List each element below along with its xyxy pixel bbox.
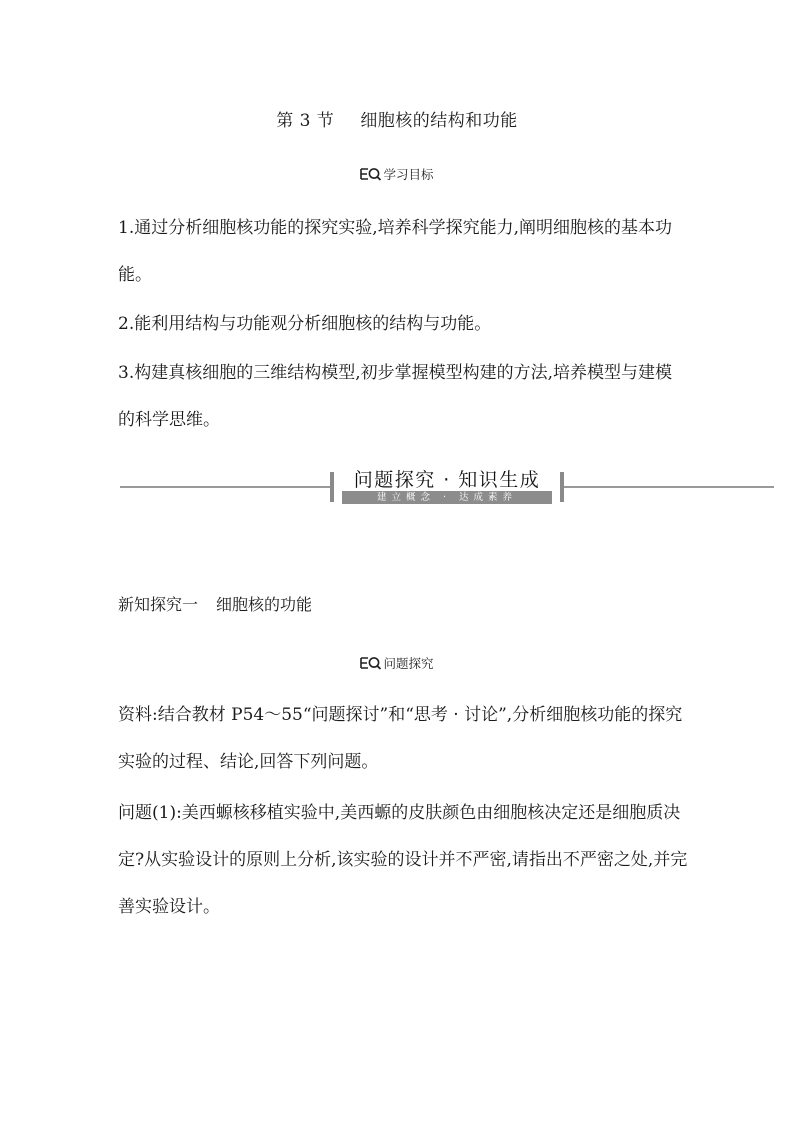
section-title: 细胞核的结构和功能 <box>360 111 518 131</box>
section-banner <box>120 470 774 506</box>
banner-rule-right <box>564 486 774 488</box>
page-title <box>0 106 794 131</box>
objective-item-3: 3.构建真核细胞的三维结构模型,初步掌握模型构建的方法,培养模型与建模的科学思维。 <box>118 363 673 430</box>
section-number: 第 3 节 <box>276 111 335 131</box>
section-heading <box>118 592 312 615</box>
magnifier-book-icon <box>360 167 382 181</box>
banner-title: 问题探究 · 知识生成 <box>353 469 541 491</box>
objectives-heading <box>0 165 794 183</box>
objective-item-1: 1.通过分析细胞核功能的探究实验,培养科学探究能力,阐明细胞核的基本功能。 <box>118 218 673 285</box>
magnifier-book-icon <box>360 656 382 670</box>
banner-bracket-left <box>330 472 334 502</box>
inquiry-heading-label: 问题探究 <box>383 656 434 671</box>
objective-item-2: 2.能利用结构与功能观分析细胞核的结构与功能。 <box>118 314 492 334</box>
objectives-heading-label: 学习目标 <box>383 167 434 182</box>
material-paragraph: 资料:结合教材 P54～55“问题探讨”和“思考 · 讨论”,分析细胞核功能的探究实验的过程、结论,回答下列问题。 <box>118 705 683 772</box>
section-label: 新知探究一 <box>118 595 199 614</box>
banner-subtitle: 建立概念 · 达成素养 <box>342 491 552 504</box>
banner-rule-left <box>120 486 330 488</box>
question-1: 问题(1):美西螈核移植实验中,美西螈的皮肤颜色由细胞核决定还是细胞质决定?从实验设计的原则上分析,该实验的设计并不严密,请指出不严密之处,并完善实验设计。 <box>118 803 688 917</box>
inquiry-heading <box>0 654 794 672</box>
section-name: 细胞核的功能 <box>216 595 313 614</box>
